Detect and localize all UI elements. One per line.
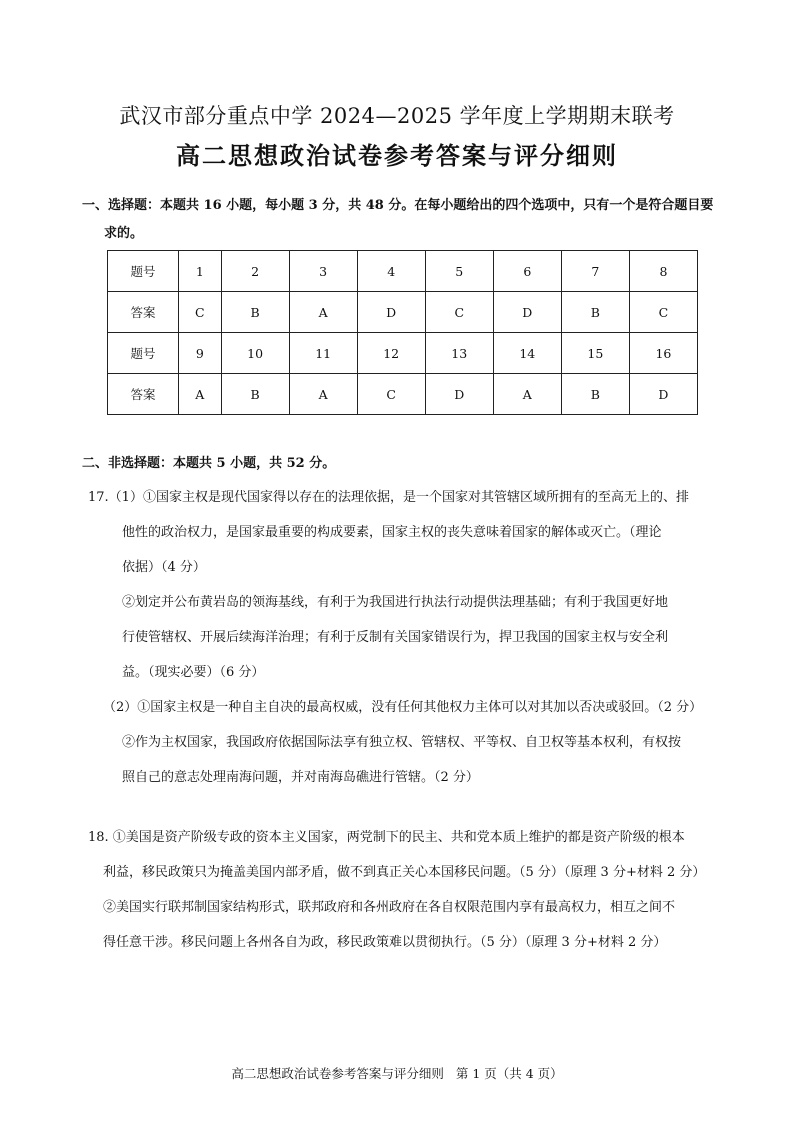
question-number: 12 (357, 333, 425, 374)
section1-heading-line1: 一、选择题：本题共 16 小题，每小题 3 分，共 48 分。在每小题给出的四个选项中，只有一个是符合题目要 (82, 198, 714, 213)
answer-cell: A (179, 374, 222, 415)
answer-cell: B (221, 374, 289, 415)
section1-heading (82, 192, 714, 248)
table-row-answers-1 (108, 292, 698, 333)
question-number: 1 (179, 251, 222, 292)
answer-cell: D (357, 292, 425, 333)
question-number: 6 (493, 251, 561, 292)
row-label-answer: 答案 (108, 292, 179, 333)
q17-part2-prefix: （2） (103, 700, 138, 715)
question-number: 7 (561, 251, 629, 292)
footer-doc-name: 高二思想政治试卷参考答案与评分细则 (231, 1066, 444, 1081)
table-row-answers-2 (108, 374, 698, 415)
section1-heading-line2: 求的。 (104, 226, 144, 241)
question-number: 9 (179, 333, 222, 374)
question-number: 4 (357, 251, 425, 292)
answer-cell: A (493, 374, 561, 415)
question-number: 16 (629, 333, 697, 374)
answer-cell: C (357, 374, 425, 415)
question-number: 13 (425, 333, 493, 374)
table-row-questions-2 (108, 333, 698, 374)
answer-cell: A (289, 292, 357, 333)
q17-part2-item2-line1: ②作为主权国家，我国政府依据国际法享有独立权、管辖权、平等权、自卫权等基本权利，有权按 (122, 735, 682, 750)
answer-cell: C (179, 292, 222, 333)
exam-title-line2: 高二思想政治试卷参考答案与评分细则 (176, 142, 618, 170)
q17-part2-item1 (103, 690, 704, 725)
q18-item2-line2: 得任意干涉。移民问题上各州各自为政，移民政策难以贯彻执行。（5 分）（原理 3 分+材料 2 分） (103, 935, 667, 950)
answer-cell: C (629, 292, 697, 333)
q17-part1-item1-line1 (88, 480, 704, 515)
answer-cell: B (561, 374, 629, 415)
row-label-answer: 答案 (108, 374, 179, 415)
q18-item2 (103, 890, 704, 960)
question-number: 10 (221, 333, 289, 374)
answer-cell: D (493, 292, 561, 333)
question-number: 8 (629, 251, 697, 292)
footer-page-info: 第 1 页（共 4 页） (455, 1066, 563, 1081)
answer-cell: D (425, 374, 493, 415)
row-label-question: 题号 (108, 333, 179, 374)
question-number: 11 (289, 333, 357, 374)
answer-table (107, 250, 698, 415)
table-row-questions-1 (108, 251, 698, 292)
question-number: 14 (493, 333, 561, 374)
section2-heading: 二、非选择题：本题共 5 小题，共 52 分。 (82, 456, 336, 471)
answer-cell: B (221, 292, 289, 333)
q18-item1-line1: 18. ①美国是资产阶级专政的资本主义国家，两党制下的民主、共和党本质上维护的都是资产阶级的根本 (88, 830, 685, 845)
page-footer (0, 1064, 794, 1082)
question-number: 3 (289, 251, 357, 292)
q18-item1-line2: 利益，移民政策只为掩盖美国内部矛盾，做不到真正关心本国移民问题。（5 分）（原理 3 分+材料 2 分） (103, 865, 706, 880)
exam-title-line1: 武汉市部分重点中学 2024—2025 学年度上学期期末联考 (119, 104, 675, 128)
q17-part1-prefix: 17.（1） (88, 490, 143, 505)
question-number: 2 (221, 251, 289, 292)
q18-item1 (88, 820, 704, 890)
q17-part1-item1-line3: 依据）（4 分） (122, 560, 206, 575)
row-label-question: 题号 (108, 251, 179, 292)
question-number: 15 (561, 333, 629, 374)
answer-cell: D (629, 374, 697, 415)
q17-part2-item1-text: ①国家主权是一种自主自决的最高权威，没有任何其他权力主体可以对其加以否决或驳回。（2 分） (137, 700, 703, 715)
answer-cell: C (425, 292, 493, 333)
q17-part1-item2 (122, 585, 704, 690)
q17-part1-item1-line2: 他性的政治权力，是国家最重要的构成要素，国家主权的丧失意味着国家的解体或灭亡。（理论 (122, 525, 662, 540)
answer-cell: B (561, 292, 629, 333)
q18-item2-line1: ②美国实行联邦制国家结构形式，联邦政府和各州政府在各自权限范围内享有最高权力，相互之间不 (103, 900, 676, 915)
question-number: 5 (425, 251, 493, 292)
q17-part2-item2-line2: 照自己的意志处理南海问题，并对南海岛礁进行管辖。（2 分） (122, 770, 479, 785)
q17-part2-item2 (122, 725, 704, 795)
q17-part1-item2-line2: 行使管辖权、开展后续海洋治理；有利于反制有关国家错误行为，捍卫我国的国家主权与安全利 (122, 630, 669, 645)
q17-part1-item1-cont (122, 515, 704, 585)
answer-cell: A (289, 374, 357, 415)
q17-part1-item2-line3: 益。（现实必要）（6 分） (122, 665, 265, 680)
q17-part1-item1-text: ①国家主权是现代国家得以存在的法理依据，是一个国家对其管辖区域所拥有的至高无上的、排 (142, 490, 689, 505)
q17-part1-item2-line1: ②划定并公布黄岩岛的领海基线，有利于为我国进行执法行动提供法理基础；有利于我国更好地 (122, 595, 669, 610)
